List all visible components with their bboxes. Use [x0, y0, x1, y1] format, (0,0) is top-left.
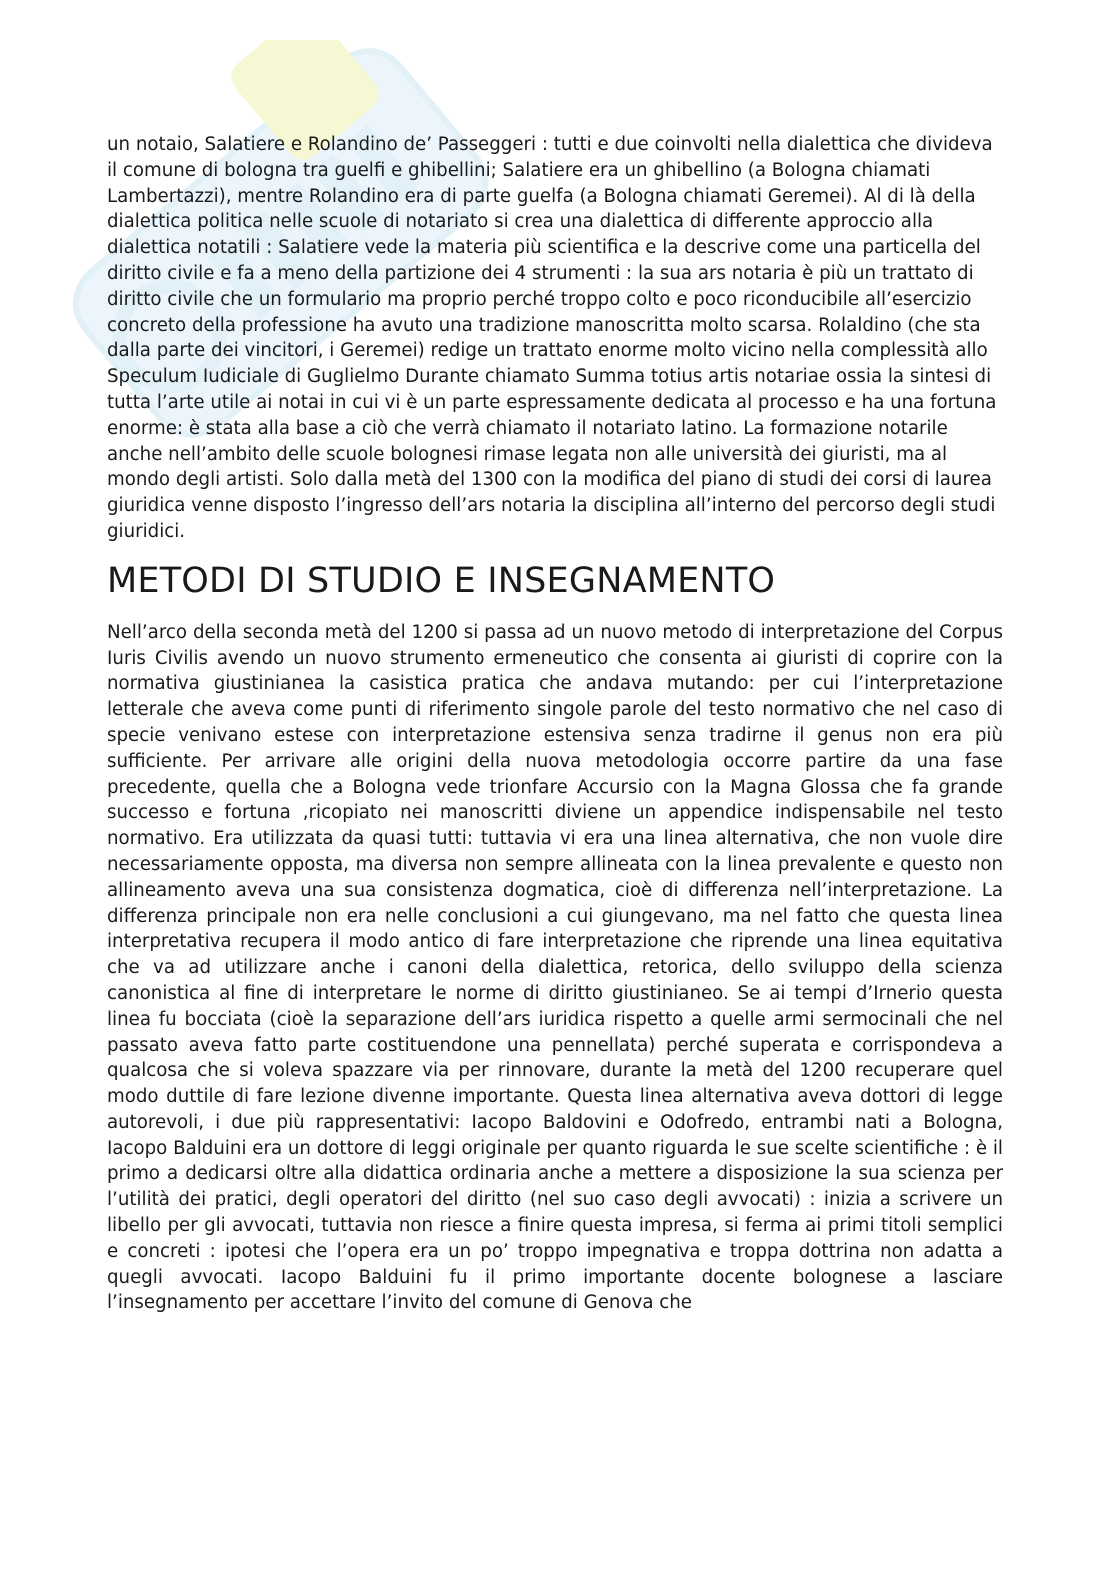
section-heading: METODI DI STUDIO E INSEGNAMENTO [107, 560, 776, 601]
paragraph-1: un notaio, Salatiere e Rolandino de’ Passeggeri : tutti e due coinvolti nella dialettica che divideva il comune di bologna tra guelfi e ghibellini; Salatiere era un ghibellino (a Bologna chiamati Lambertazzi), mentre Rolandino era di parte guelfa (a Bologna chiamati Geremei). Al di là della dialettica politica nelle scuole di notariato si crea una dialettica di differente approccio alla dialettica notatili : Salatiere vede la materia più scientifica e la descrive come una particella del diritto civile e fa a meno della partizione dei 4 strumenti : la sua ars notaria è più un trattato di diritto civile che un formulario ma proprio perché troppo colto e poco riconducibile all’esercizio concreto della professione ha avuto una tradizione manoscritta molto scarsa. Rolaldino (che sta dalla parte dei vincitori, i Geremei) redige un trattato enorme molto vicino nella complessità allo Speculum Iudiciale di Guglielmo Durante chiamato Summa totius artis notariae ossia la sintesi di tutta l’arte utile ai notai in cui vi è un parte espressamente dedicata al processo e ha una fortuna enorme: è stata alla base a ciò che verrà chiamato il notariato latino. La formazione notarile anche nell’ambito delle scuole bolognesi rimase legata non alle università dei giuristi, ma al mondo degli artisti. Solo dalla metà del 1300 con la modifica del piano di studi dei corsi di laurea giuridica venne disposto l’ingresso dell’ars notaria la disciplina all’interno del percorso degli studi giuridici. [107, 134, 997, 542]
document-page [107, 132, 1003, 1316]
paragraph-2: Nell’arco della seconda metà del 1200 si passa ad un nuovo metodo di interpretazione del Corpus Iuris Civilis avendo un nuovo strumento ermeneutico che consenta ai giuristi di coprire con la normativa giustinianea la casistica pratica che andava mutando: per cui l’interpretazione letterale che aveva come punti di riferimento singole parole del testo normativo che nel caso di specie venivano estese con interpretazione estensiva senza tradirne il genus non era più sufficiente. Per arrivare alle origini della nuova metodologia occorre partire da una fase precedente, quella che a Bologna vede trionfare Accursio con la Magna Glossa che fa grande successo e fortuna ,ricopiato nei manoscritti diviene un appendice indispensabile nel testo normativo. Era utilizzata da quasi tutti: tuttavia vi era una linea alternativa, che non vuole dire necessariamente opposta, ma diversa non sempre allineata con la linea prevalente e questo non allineamento aveva una sua consistenza dogmatica, cioè di differenza nell’interpretazione. La differenza principale non era nelle conclusioni a cui giungevano, ma nel fatto che questa linea interpretativa recupera il modo antico di fare interpretazione che riprende una linea equitativa che va ad utilizzare anche i canoni della dialettica, retorica, dello sviluppo della scienza canonistica al fine di interpretare le norme di diritto giustinianeo. Se ai tempi d’Irnerio questa linea fu bocciata (cioè la separazione dell’ars iuridica rispetto a quelle armi sermocinali che nel passato aveva fatto parte costituendone una pennellata) perché superata e corrispondeva a qualcosa che si voleva spazzare via per rinnovare, durante la metà del 1200 recuperare quel modo duttile di fare lezione divenne importante. Questa linea alternativa aveva dottori di legge autorevoli, i due più rappresentativi: Iacopo Baldovini e Odofredo, entrambi nati a Bologna, Iacopo Balduini era un dottore di leggi originale per quanto riguarda le sue scelte scientifiche : è il primo a dedicarsi oltre alla didattica ordinaria anche a mettere a disposizione la sua scienza per l’utilità dei pratici, degli operatori del diritto (nel suo caso degli avvocati) : inizia a scrivere un libello per gli avvocati, tuttavia non riesce a finire questa impresa, si ferma ai primi titoli semplici e concreti : ipotesi che l’opera era un po’ troppo impegnativa e troppa dottrina non adatta a quegli avvocati. Iacopo Balduini fu il primo importante docente bolognese a lasciare l’insegnamento per accettare l’invito del comune di Genova che [107, 621, 1003, 1314]
